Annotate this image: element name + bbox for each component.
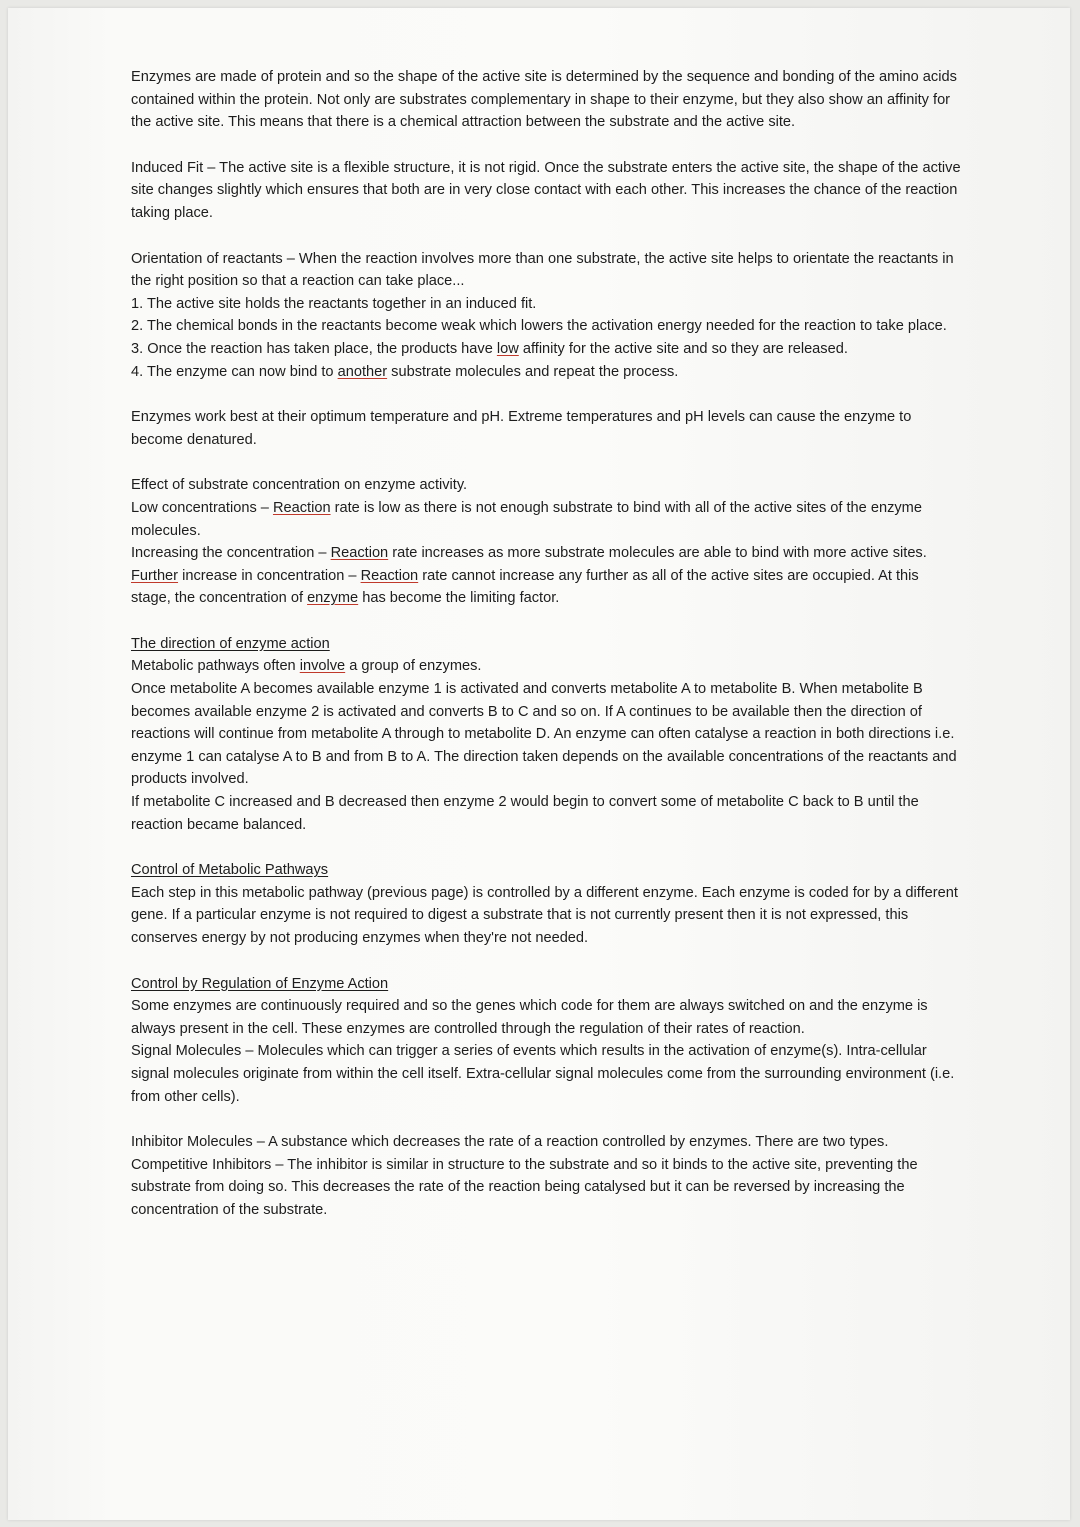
section-heading: The direction of enzyme action (131, 635, 330, 652)
underlined-word: Reaction (272, 499, 331, 516)
orientation-step-4: 4. The enzyme can now bind to another substrate molecules and repeat the process. (131, 363, 679, 380)
underlined-word: low (496, 340, 519, 357)
section-heading: Control by Regulation of Enzyme Action (131, 975, 389, 992)
underlined-word: enzyme (307, 590, 359, 607)
paragraph-orientation (131, 248, 961, 384)
orientation-step-2: 2. The chemical bonds in the reactants become weak which lowers the activation energy needed for the reaction to take place. (131, 318, 947, 335)
section-title: Effect of substrate concentration on enzyme activity. (131, 477, 468, 494)
further-increase: Further increase in concentration – Reaction rate cannot increase any further as all of the active sites are occupied. At this stage, the concentration of enzyme has become the limiting factor. (131, 567, 919, 607)
paragraph-substrate-concentration (131, 474, 961, 610)
paragraph-direction (131, 633, 961, 836)
signal-molecules: Signal Molecules – Molecules which can trigger a series of events which results in the activation of enzyme(s). Intra-cellular signal molecules originate from within the cell itself. Extra-cellular signal molecules come from the surrounding environment (i.e. from other cells). (131, 1043, 955, 1105)
orientation-step-1: 1. The active site holds the reactants together in an induced fit. (131, 295, 537, 312)
paragraph-active-site: Enzymes are made of protein and so the shape of the active site is determined by the sequence and bonding of the amino acids contained within the protein. Not only are substrates complementary in shape to their enzyme, but they also show an affinity for the active site. This means that there is a chemical attraction between the substrate and the active site. (131, 69, 957, 131)
competitive-inhibitors: Competitive Inhibitors – The inhibitor is similar in structure to the substrate and so it binds to the active site, preventing the substrate from doing so. This decreases the rate of the reaction being catalysed but it can be reversed by increasing the concentration of the substrate. (131, 1156, 918, 1218)
underlined-word: Reaction (360, 567, 419, 584)
control-pathways-body: Each step in this metabolic pathway (previous page) is controlled by a different enzyme. Each enzyme is coded for by a different gene. If a particular enzyme is not required to digest a substrate that is not currently present then it is not expressed, this conserves energy by not producing enzymes when they're not needed. (131, 884, 958, 946)
direction-last: If metabolite C increased and B decreased then enzyme 2 would begin to convert some of metabolite C back to B until the reaction became balanced. (131, 794, 919, 833)
direction-line-1: Metabolic pathways often involve a group of enzymes. (131, 658, 482, 675)
paper-sheet (8, 8, 1070, 1520)
document-body (131, 66, 961, 1245)
orientation-step-3: 3. Once the reaction has taken place, the products have low affinity for the active site and so they are released. (131, 340, 848, 357)
regulation-body: Some enzymes are continuously required and so the genes which code for them are always switched on and the enzyme is always present in the cell. These enzymes are controlled through the regulation of their rates of reaction. (131, 998, 928, 1037)
low-concentration: Low concentrations – Reaction rate is low as there is not enough substrate to bind with all of the active sites of the enzyme molecules. (131, 499, 922, 539)
direction-body: Once metabolite A becomes available enzyme 1 is activated and converts metabolite A to metabolite B. When metabolite B becomes available enzyme 2 is activated and converts B to C and so on. If A continues to be available then the direction of reactions will continue from metabolite A through to metabolite D. An enzyme can often catalyse a reaction in both directions i.e. enzyme 1 can catalyse A to B and from B to A. The direction taken depends on the available concentrations of the reactants and products involved. (131, 681, 957, 788)
underlined-word: Reaction (330, 545, 389, 562)
paragraph-induced-fit: Induced Fit – The active site is a flexible structure, it is not rigid. Once the substrate enters the active site, the shape of the active site changes slightly which ensures that both are in very close contact with each other. This increases the chance of the reaction taking place. (131, 159, 961, 221)
paragraph-regulation (131, 973, 961, 1109)
section-heading: Control of Metabolic Pathways (131, 862, 329, 879)
paragraph-optimum: Enzymes work best at their optimum temperature and pH. Extreme temperatures and pH levels can cause the enzyme to become denatured. (131, 409, 912, 448)
underlined-word: involve (299, 658, 346, 675)
inhibitor-intro: Inhibitor Molecules – A substance which decreases the rate of a reaction controlled by enzymes. There are two types. (131, 1134, 889, 1151)
orientation-intro: Orientation of reactants – When the reaction involves more than one substrate, the active site helps to orientate the reactants in the right position so that a reaction can take place... (131, 250, 954, 290)
underlined-word: another (337, 363, 388, 380)
increasing-concentration: Increasing the concentration – Reaction rate increases as more substrate molecules are able to bind with more active sites. (131, 545, 927, 562)
paragraph-inhibitors (131, 1131, 961, 1221)
paragraph-control-pathways (131, 859, 961, 949)
underlined-word: Further (131, 567, 179, 584)
